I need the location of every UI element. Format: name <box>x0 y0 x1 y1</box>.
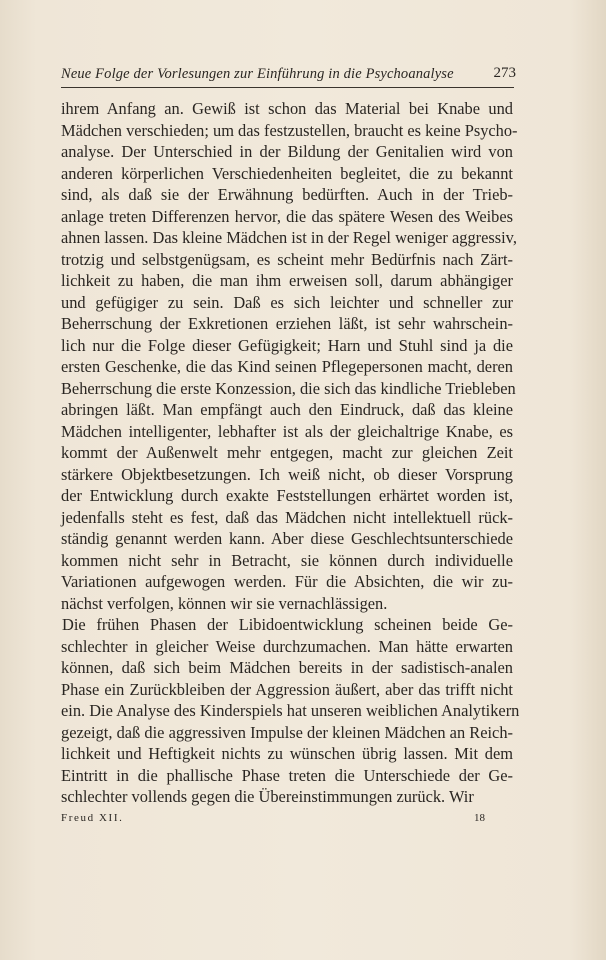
text-line: Beherrschung die erste Konzession, die sich das kindliche Triebleben <box>61 378 516 398</box>
text-line: Die frühen Phasen der Libidoentwicklung scheinen beide Ge- <box>62 615 513 634</box>
running-header <box>61 63 516 85</box>
text-line: gezeigt, daß die aggressiven Impulse der kleinen Mädchen an Reich- <box>61 722 513 742</box>
text-line: Eintritt in die phallische Phase treten die Unterschiede der Ge- <box>61 765 513 785</box>
text-line: anderen körperlichen Verschiedenheiten begleitet, die zu bekannt <box>61 163 513 183</box>
text-line: abringen läßt. Man empfängt auch den Eindruck, daß das kleine <box>61 400 513 419</box>
text-line: sind, als daß sie der Erwähnung bedürften. Auch in der Trieb- <box>61 185 513 204</box>
text-line: nächst verfolgen, können wir sie vernachlässigen. <box>61 593 388 613</box>
page-footer <box>61 812 513 830</box>
text-line: kommt der Außenwelt mehr entgegen, macht zur gleichen Zeit <box>61 443 513 462</box>
page-number: 273 <box>493 65 516 81</box>
text-line: der Entwicklung durch exakte Feststellungen erhärtet worden ist, <box>61 486 513 505</box>
text-line: schlechter in gleicher Weise durchzumachen. Man hätte erwarten <box>61 636 513 656</box>
text-line: ein. Die Analyse des Kinderspiels hat unseren weiblichen Analytikern <box>61 701 520 720</box>
text-line: ahnen lassen. Das kleine Mädchen ist in der Regel weniger aggressiv, <box>61 228 517 247</box>
text-line: trotzig und selbstgenügsam, es scheint mehr Bedürfnis nach Zärt- <box>61 249 513 269</box>
text-line: stärkere Objektbesetzungen. Ich weiß nicht, ob dieser Vorsprung <box>61 464 513 484</box>
text-line: ersten Geschenke, die das Kind seinen Pflegepersonen macht, deren <box>61 357 513 376</box>
text-line: anlage treten Differenzen hervor, die das spätere Wesen des Weibes <box>61 206 513 226</box>
text-line: kommen nicht sehr in Betracht, sie können durch individuelle <box>61 550 513 570</box>
text-line: Mädchen intelligenter, lebhafter ist als der gleichaltrige Knabe, es <box>61 421 513 441</box>
signature-mark: Freud XII. <box>61 812 124 824</box>
running-title: Neue Folge der Vorlesungen zur Einführung in die Psychoanalyse <box>61 66 454 82</box>
text-line: ständig genannt werden kann. Aber diese Geschlechtsunterschiede <box>61 529 513 548</box>
text-line: Phase ein Zurückbleiben der Aggression äußert, aber das trifft nicht <box>61 679 513 699</box>
text-line: schlechter vollends gegen die Übereinstimmungen zurück. Wir <box>61 787 474 806</box>
text-line: können, daß sich beim Mädchen bereits in der sadistisch-analen <box>61 658 513 677</box>
text-line: jedenfalls steht es fest, daß das Mädchen nicht intellektuell rück- <box>61 507 513 527</box>
text-line: analyse. Der Unterschied in der Bildung der Genitalien wird von <box>61 142 513 161</box>
body-text <box>61 98 520 808</box>
text-line: lichkeit und Heftigkeit nichts zu wünschen übrig lassen. Mit dem <box>61 744 513 763</box>
text-line: Variationen aufgewogen werden. Für die Absichten, die wir zu- <box>61 572 513 591</box>
text-line: lich nur die Folge dieser Gefügigkeit; Harn und Stuhl sind ja die <box>61 335 513 355</box>
text-line: Mädchen verschieden; um das festzustellen, braucht es keine Psycho- <box>61 120 518 140</box>
paragraph <box>61 98 518 614</box>
paragraph <box>61 614 520 808</box>
text-line: lichkeit zu haben, die man ihm erweisen soll, darum abhängiger <box>61 271 513 290</box>
sheet-number: 18 <box>474 812 485 824</box>
text-line: und gefügiger zu sein. Daß es sich leichter und schneller zur <box>61 292 513 312</box>
text-line: ihrem Anfang an. Gewiß ist schon das Material bei Knabe und <box>61 99 513 118</box>
text-line: Beherrschung der Exkretionen erziehen läßt, ist sehr wahrschein- <box>61 314 513 333</box>
header-rule <box>61 87 514 88</box>
